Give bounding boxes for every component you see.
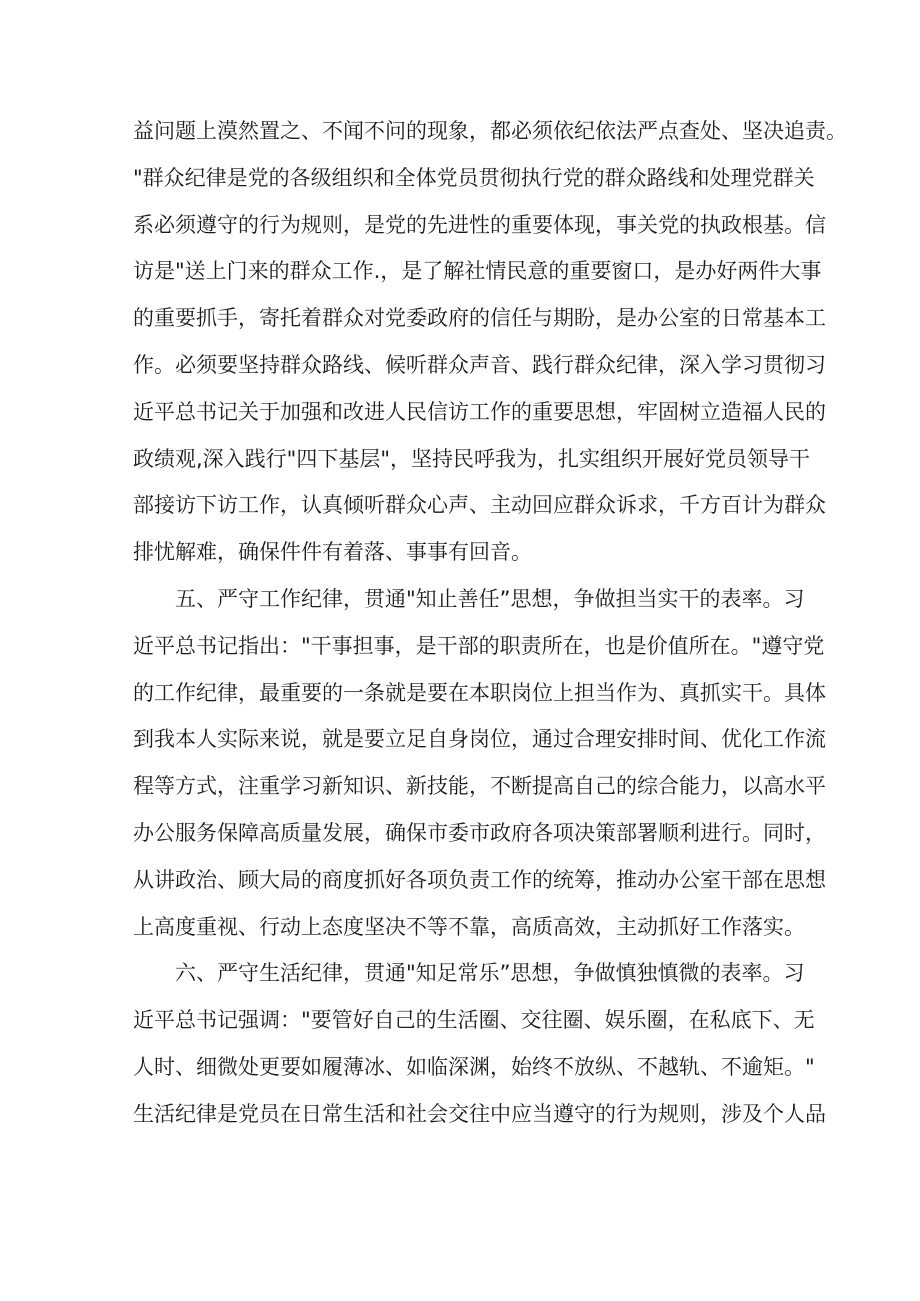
text-line: 排忧解难，确保件件有着落、事事有回音。 [133,540,532,565]
text-line: 访是"送上门来的群众工作.，是了解社情民意的重要窗口，是办好两件大事 [133,259,822,284]
text-line: "群众纪律是党的各级组织和全体党员贯彻执行党的群众路线和处理党群关 [133,165,815,190]
text-line: 到我本人实际来说，就是要立足自身岗位，通过合理安排时间、优化工作流 [133,727,826,752]
text-line: 从讲政治、顾大局的商度抓好各项负责工作的统筹，推动办公室干部在思想 [133,867,826,892]
text-line: 近平总书记强调："要管好自己的生活圈、交往圈、娱乐圈，在私底下、无 [133,1008,815,1033]
text-line: 上高度重视、行动上态度坚决不等不靠，高质高效，主动抓好工作落实。 [133,914,805,939]
text-line: 近平总书记关于加强和改进人民信访工作的重要思想，牢固树立造福人民的 [133,399,826,424]
text-line: 办公服务保障高质量发展，确保市委市政府各项决策部署顺利进行。同时， [133,820,826,845]
paragraph-heading-five: 五、严守工作纪律，贯通"知止善任”思想，争做担当实干的表率。习 [175,586,805,611]
text-line: 近平总书记指出："干事担事，是干部的职责所在，也是价值所在。"遵守党 [133,633,825,658]
text-line: 的重要抓手，寄托着群众对党委政府的信任与期盼，是办公室的日常基本工 [133,306,826,331]
document-body [133,108,847,1138]
text-line: 政绩观,深入践行"四下基层"，坚持民呼我为，扎实组织开展好党员领导干 [133,446,810,471]
text-line: 部接访下访工作，认真倾听群众心声、主动回应群众诉求，千方百计为群众 [133,493,826,518]
text-line: 的工作纪律，最重要的一条就是要在本职岗位上担当作为、真抓实干。具体 [133,680,826,705]
text-line: 程等方式，注重学习新知识、新技能，不断提高自己的综合能力，以高水平 [133,774,826,799]
text-line: 生活纪律是党员在日常生活和社会交往中应当遵守的行为规则，涉及个人品 [133,1101,826,1126]
text-line: 作。必须要坚持群众路线、候听群众声音、践行群众纪律，深入学习贯彻习 [133,352,826,377]
text-line: 系必须遵守的行为规则，是党的先进性的重要体现，事关党的执政根基。信 [133,212,826,237]
text-line: 益问题上漠然置之、不闻不问的现象，都必须依纪依法严点查处、坚决追责。 [133,119,847,143]
paragraph-heading-six: 六、严守生活纪律，贯通"知足常乐”思想，争做慎独慎微的表率。习 [175,961,805,986]
text-line: 人时、细微处更要如履薄冰、如临深渊，始终不放纵、不越轨、不逾矩。" [133,1054,815,1079]
